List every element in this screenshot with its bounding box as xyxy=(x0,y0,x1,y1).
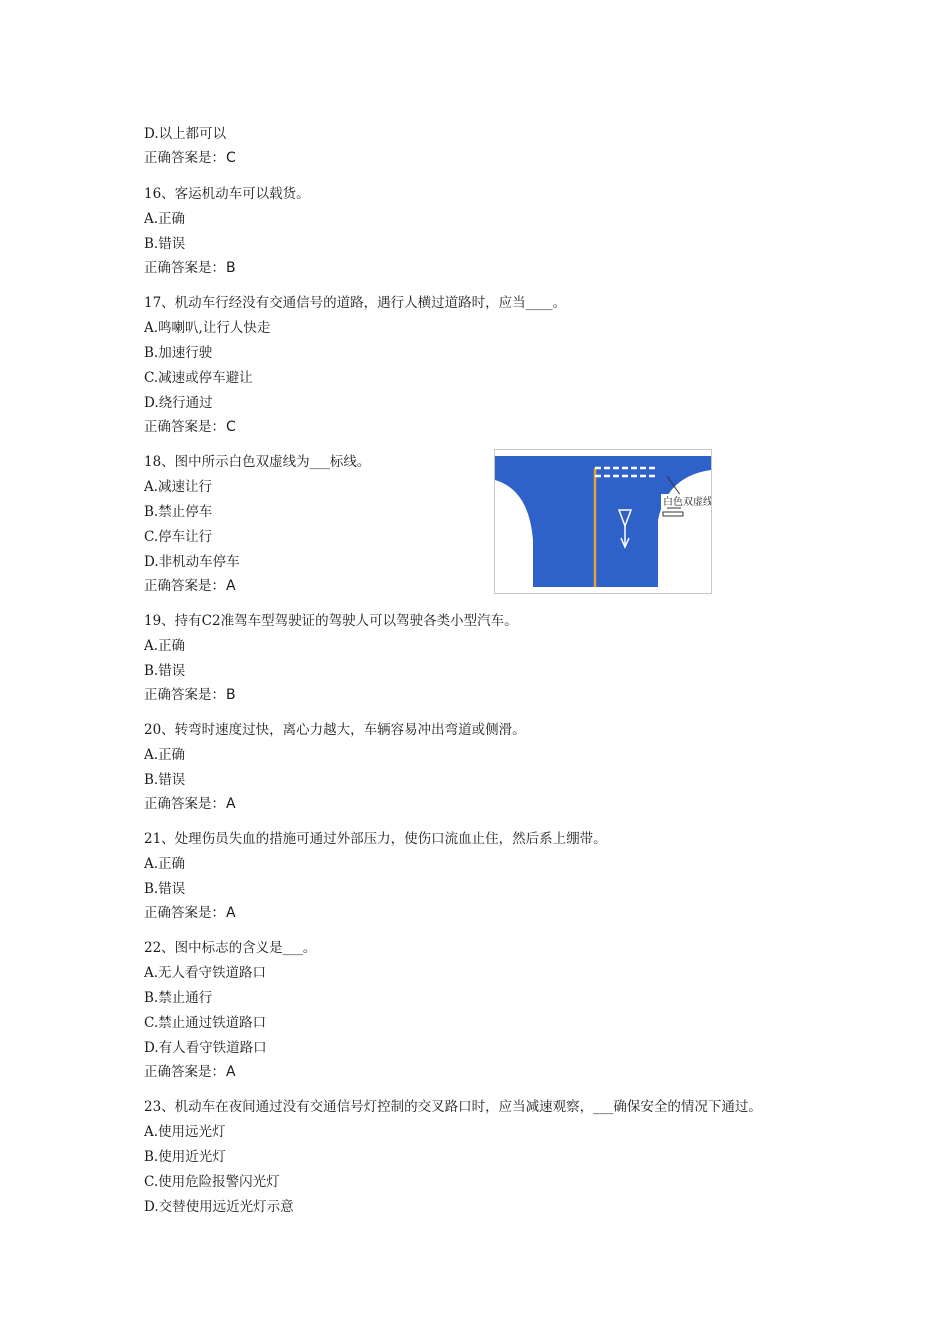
answer-prefix: 正确答案是： xyxy=(144,419,225,435)
answer-letter: A xyxy=(226,796,236,812)
option-line: B.错误 xyxy=(144,772,186,788)
answer-line xyxy=(144,904,236,922)
question-stem: 20、转弯时速度过快，离心力越大，车辆容易冲出弯道或侧滑。 xyxy=(144,722,526,738)
answer-prefix: 正确答案是： xyxy=(144,260,225,276)
option-line: A.正确 xyxy=(144,211,186,227)
road-surface xyxy=(495,456,711,587)
answer-line xyxy=(144,577,236,595)
answer-line xyxy=(144,149,236,167)
option-line: A.无人看守铁道路口 xyxy=(144,965,267,981)
option-line: D.绕行通过 xyxy=(144,395,213,411)
intersection-diagram xyxy=(495,450,711,593)
figure-label: 白色双虚线 xyxy=(663,497,711,508)
option-line: C.停车让行 xyxy=(144,529,213,545)
answer-prefix: 正确答案是： xyxy=(144,905,225,921)
option-line: C.使用危险报警闪光灯 xyxy=(144,1174,280,1190)
option-line: B.错误 xyxy=(144,236,186,252)
question-stem: 17、机动车行经没有交通信号的道路，遇行人横过道路时，应当____。 xyxy=(144,295,567,311)
question-stem: 18、图中所示白色双虚线为___标线。 xyxy=(144,454,371,470)
question-stem: 19、持有C2准驾车型驾驶证的驾驶人可以驾驶各类小型汽车。 xyxy=(144,613,518,629)
option-line: B.加速行驶 xyxy=(144,345,213,361)
option-line: D.以上都可以 xyxy=(144,126,227,142)
option-line: A.正确 xyxy=(144,638,186,654)
option-line: D.有人看守铁道路口 xyxy=(144,1040,267,1056)
answer-letter: B xyxy=(226,260,236,276)
answer-letter: A xyxy=(226,1064,236,1080)
answer-prefix: 正确答案是： xyxy=(144,687,225,703)
option-line: A.减速让行 xyxy=(144,479,213,495)
option-line: B.错误 xyxy=(144,881,186,897)
answer-prefix: 正确答案是： xyxy=(144,1064,225,1080)
option-line: D.非机动车停车 xyxy=(144,554,240,570)
answer-line xyxy=(144,1063,236,1081)
question-stem: 21、处理伤员失血的措施可通过外部压力，使伤口流血止住，然后系上绷带。 xyxy=(144,831,607,847)
option-line: A.正确 xyxy=(144,856,186,872)
answer-line xyxy=(144,418,236,436)
option-line: B.禁止停车 xyxy=(144,504,213,520)
option-line: C.减速或停车避让 xyxy=(144,370,253,386)
answer-letter: C xyxy=(226,419,236,435)
question-stem: 22、图中标志的含义是___。 xyxy=(144,940,317,956)
answer-prefix: 正确答案是： xyxy=(144,796,225,812)
option-line: D.交替使用远近光灯示意 xyxy=(144,1199,294,1215)
option-line: A.使用远光灯 xyxy=(144,1124,226,1140)
answer-letter: A xyxy=(226,578,236,594)
option-line: B.禁止通行 xyxy=(144,990,213,1006)
answer-letter: A xyxy=(226,905,236,921)
answer-letter: B xyxy=(226,687,236,703)
answer-line xyxy=(144,795,236,813)
road-marking-figure xyxy=(494,449,712,594)
option-line: B.错误 xyxy=(144,663,186,679)
sign-base xyxy=(663,512,683,516)
question-stem: 16、客运机动车可以载货。 xyxy=(144,186,310,202)
answer-prefix: 正确答案是： xyxy=(144,150,225,166)
answer-prefix: 正确答案是： xyxy=(144,578,225,594)
option-line: A.鸣喇叭,让行人快走 xyxy=(144,320,271,336)
answer-letter: C xyxy=(226,150,236,166)
question-stem: 23、机动车在夜间通过没有交通信号灯控制的交叉路口时，应当减速观察，___确保安全的情况下通过。 xyxy=(144,1099,762,1115)
option-line: B.使用近光灯 xyxy=(144,1149,226,1165)
option-line: C.禁止通过铁道路口 xyxy=(144,1015,267,1031)
answer-line xyxy=(144,686,236,704)
answer-line xyxy=(144,259,236,277)
option-line: A.正确 xyxy=(144,747,186,763)
